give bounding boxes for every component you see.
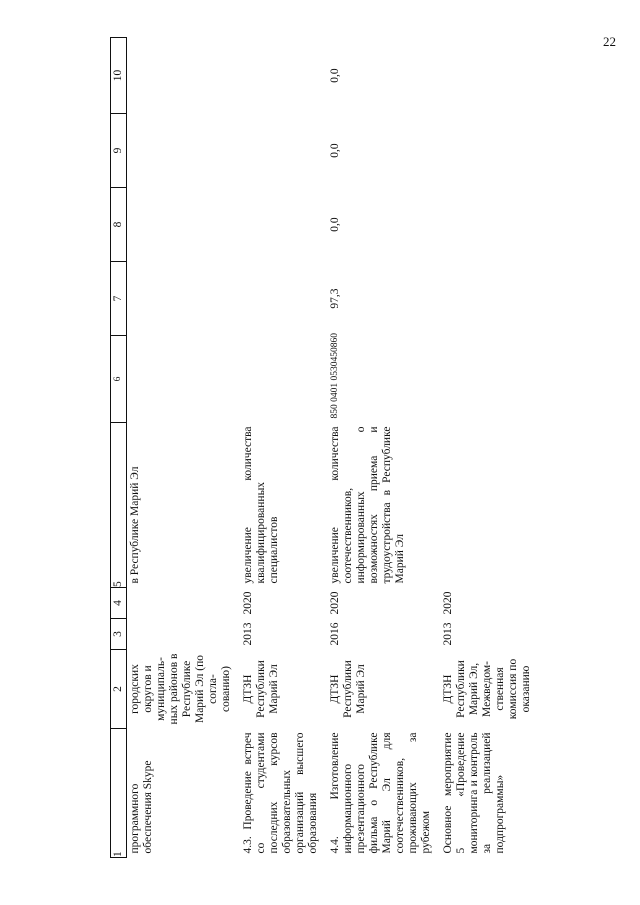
cell-value-9	[239, 114, 326, 188]
header-col-2: 2	[111, 650, 127, 729]
cell-value-10	[439, 38, 539, 114]
column-number-header	[111, 38, 127, 858]
cell-budget-code	[127, 336, 240, 423]
cell-start-year: 2016	[329, 622, 341, 646]
cell-activity: Основное мероприятие 5 «Проведение мониторинга и контроль за реализацией подпрограммы»	[442, 732, 506, 854]
cell-value-7	[439, 262, 539, 336]
cell-budget-code	[439, 336, 539, 423]
cell-executor: ДТЗН Республики Марий Эл	[242, 660, 280, 718]
cell-activity: 4.3. Проведение встреч со студентами последних курсов образовательных организаций высшего образования	[242, 732, 319, 854]
rotated-table-sheet	[110, 48, 530, 858]
cell-value-7	[239, 262, 326, 336]
cell-expected-result: увеличение количества квалифицированных специалистов	[242, 426, 280, 584]
cell-budget-code	[239, 336, 326, 423]
cell-executor: ДТЗН Республики Марий Эл	[329, 660, 367, 718]
cell-value-8	[239, 188, 326, 262]
table-row	[127, 38, 240, 858]
cell-end-year: 2020	[329, 591, 341, 615]
cell-value-8	[439, 188, 539, 262]
cell-value-10	[239, 38, 326, 114]
header-col-4: 4	[111, 588, 127, 619]
cell-start-year	[127, 619, 240, 650]
table-row	[326, 38, 439, 858]
cell-end-year: 2020	[442, 591, 454, 615]
cell-executor: ДТЗН Республики Марий Эл, Межведом-ственная комиссия по оказанию	[442, 658, 532, 720]
cell-expected-result: увеличение количества соотечественников, информированных о возможностях приема и трудоустройства в Республике Марий Эл	[329, 426, 406, 584]
header-col-1: 1	[111, 729, 127, 858]
cell-budget-code: 850 0401 0530450860	[330, 333, 340, 419]
cell-start-year: 2013	[442, 622, 454, 646]
cell-value-9	[439, 114, 539, 188]
header-col-9: 9	[111, 114, 127, 188]
cell-expected-result: в Республике Марий Эл	[129, 466, 141, 584]
cell-value-8: 0,0	[329, 217, 341, 232]
header-col-10: 10	[111, 38, 127, 114]
cell-value-9	[127, 114, 240, 188]
program-activities-table	[110, 37, 539, 858]
cell-activity: программного обеспечения Skype	[129, 760, 154, 854]
table-row	[439, 38, 539, 858]
cell-expected-result	[439, 423, 539, 588]
cell-activity: 4.4. Изготовление информационного презентационного фильма о Республике Марий Эл для соотечественников, проживающих за рубежом	[329, 732, 432, 854]
header-col-7: 7	[111, 262, 127, 336]
header-col-6: 6	[111, 336, 127, 423]
cell-value-7: 97,3	[329, 288, 341, 309]
header-col-3: 3	[111, 619, 127, 650]
cell-value-7	[127, 262, 240, 336]
cell-start-year: 2013	[242, 622, 254, 646]
table-row	[239, 38, 326, 858]
header-col-8: 8	[111, 188, 127, 262]
header-col-5: 5	[111, 423, 127, 588]
cell-value-8	[127, 188, 240, 262]
cell-value-9: 0,0	[329, 143, 341, 158]
cell-end-year: 2020	[242, 591, 254, 615]
cell-end-year	[127, 588, 240, 619]
cell-value-10	[127, 38, 240, 114]
cell-value-10: 0,0	[329, 68, 341, 83]
page-number: 22	[603, 34, 616, 49]
cell-executor: городских округов и муниципаль-ных районов в Республике Марий Эл (по согла-сованию)	[129, 653, 232, 725]
